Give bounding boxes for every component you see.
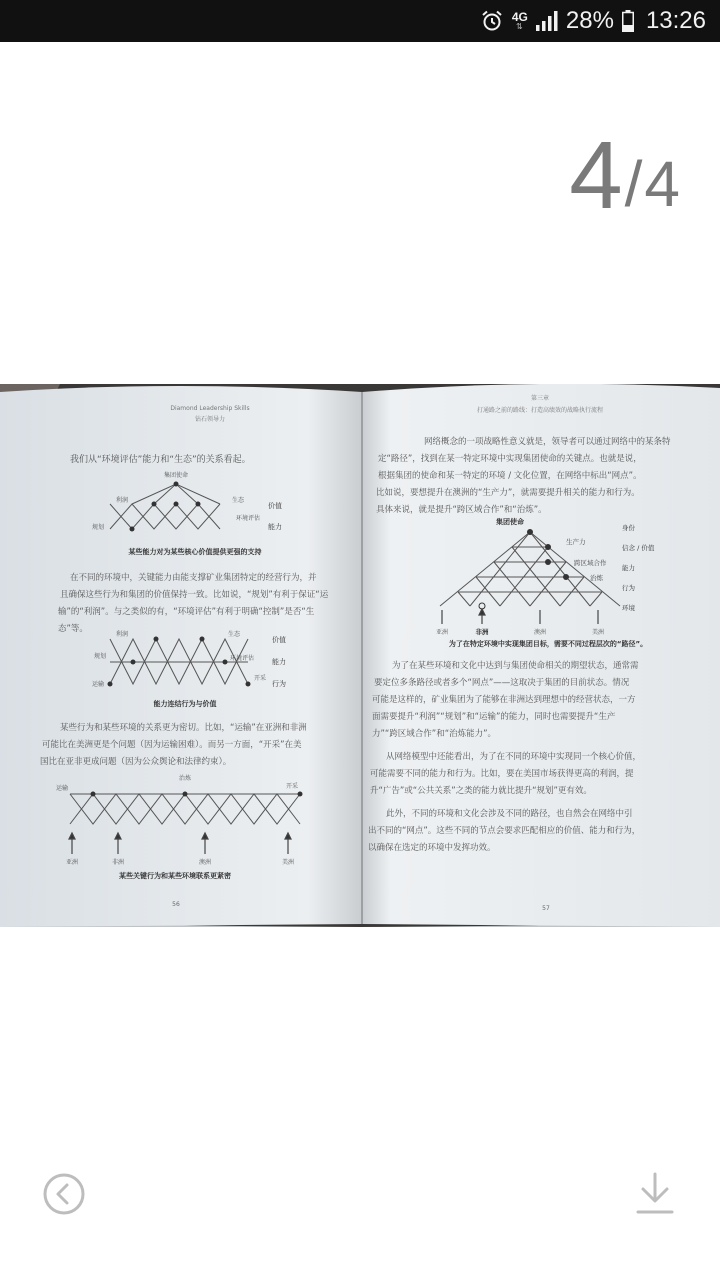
fig1-label-profit: 利润 [115, 497, 128, 504]
right-fig-label-belief: 信念 / 价值 [622, 544, 655, 552]
data-arrows-icon: ⇅ [516, 22, 524, 31]
fig2-label-behavior: 行为 [272, 680, 286, 688]
right-header-title: 打通路之前的路线：打造高绩效的战略执行流程 [476, 407, 604, 414]
figure-2-caption: 能力连结行为与价值 [153, 700, 217, 708]
right-fig-label-asia: 亚洲 [435, 629, 449, 636]
right-para3-line: 升“广告”或“公共关系”之类的能力就比提升“规划”更有效。 [370, 786, 592, 796]
right-fig-label-identity: 身份 [622, 524, 635, 532]
right-para1-line: 比如说，要想提升在澳洲的“生产力”，就需要提升相关的能力和行为。 [376, 488, 640, 498]
fig2-label-value: 价值 [272, 636, 286, 644]
right-para1-line: 根据集团的使命和某一特定的环境 / 文化位置，在网络中标出“网点”。 [378, 471, 642, 481]
right-fig-label-cross-region: 跨区域合作 [574, 559, 607, 567]
fig3-label-oceania: 澳洲 [198, 859, 212, 866]
book-photo[interactable] [0, 384, 720, 927]
right-fig-label-mission: 集团使命 [496, 518, 524, 526]
back-button[interactable] [42, 1172, 86, 1216]
network-type: 4G [511, 10, 528, 24]
fig2-label-transport: 运输 [91, 681, 104, 688]
download-button[interactable] [632, 1170, 678, 1216]
signal-icon [536, 11, 558, 31]
left-header-en: Diamond Leadership Skills [170, 405, 250, 412]
fig2-label-mining: 开采 [254, 675, 267, 682]
download-icon [632, 1170, 678, 1216]
right-para2-line: 力”“跨区域合作”和“治炼能力”。 [372, 729, 497, 739]
right-para2-line: 为了在某些环境和文化中达到与集团使命相关的期望状态，通常需 [392, 661, 639, 671]
left-para1-line: 输”的“利润”。与之类似的有，“环境评估”有利于明确“控制”是否“生 [58, 607, 315, 617]
right-para2-line: 可能是这样的，矿业集团为了能够在非洲达到理想中的经营状态，一方 [372, 695, 636, 705]
alarm-icon [480, 9, 504, 33]
fig1-label-ecology: 生态 [232, 497, 245, 504]
right-para4-line: 此外，不同的环境和文化会涉及不同的路径，也自然会在网络中引 [386, 809, 633, 819]
right-fig-label-behavior: 行为 [622, 584, 635, 592]
page-counter [569, 122, 680, 229]
fig3-label-smelting: 治炼 [178, 775, 192, 782]
left-page-number: 56 [172, 901, 180, 908]
right-para1-line: 定“路径”，找到在某一特定环境中实现集团使命的关键点。也就是说， [378, 454, 642, 464]
total-page-count: 4 [644, 148, 680, 220]
left-para1-line: 在不同的环境中，关键能力由能支撑矿业集团特定的经营行为，并 [70, 573, 317, 583]
left-para2-line: 某些行为和某些环境的关系更为密切。比如，“运输”在亚洲和非洲 [60, 723, 307, 733]
fig3-label-africa: 非洲 [111, 859, 125, 866]
right-para1-line: 网络概念的一项战略性意义就是，领导者可以通过网络中的某条特 [424, 437, 671, 447]
fig1-label-planning: 规划 [91, 524, 104, 531]
left-page [0, 386, 362, 927]
status-icons [480, 0, 706, 42]
right-fig-label-smelting: 治炼 [590, 574, 603, 582]
fig2-label-ecology: 生态 [228, 631, 241, 638]
figure-1-caption: 某些能力对为某些核心价值提供更强的支持 [128, 548, 262, 556]
fig2-label-planning: 规划 [93, 653, 106, 660]
network-indicator [512, 11, 528, 31]
right-para2-line: 面需要提升“利润”“规划”和“运输”的能力，同时也需要提升“生产 [372, 712, 616, 722]
page-separator: / [624, 148, 643, 220]
right-fig-label-ability: 能力 [622, 564, 635, 572]
right-fig-label-productivity: 生产力 [566, 538, 586, 546]
battery-icon [622, 10, 634, 32]
right-header-chapter: 第三章 [530, 395, 550, 402]
right-fig-label-oceania: 澳洲 [533, 629, 547, 636]
fig2-label-ability: 能力 [272, 658, 286, 666]
right-para4-line: 以确保在选定的环境中发挥功效。 [368, 843, 496, 853]
current-page-number: 4 [569, 122, 623, 229]
fig1-label-value: 价值 [268, 502, 282, 510]
fig3-label-asia: 亚洲 [65, 859, 79, 866]
left-para1-line: 且确保这些行为和集团的价值保持一致。比如说，“规划”有利于保证“运 [60, 590, 329, 600]
right-figure-caption: 为了在特定环境中实现集团目标，需要不同过程层次的“路径”。 [448, 640, 648, 648]
right-para1-line: 具体来说，就是提升“跨区域合作”和“治炼”。 [376, 505, 547, 515]
fig2-label-profit: 利润 [115, 631, 128, 638]
fig3-label-america: 美洲 [281, 859, 295, 866]
left-intro-line: 我们从“环境评估”能力和“生态”的关系看起。 [70, 455, 251, 465]
left-para2-line: 国比在亚非更成问题（因为公众舆论和法律约束）。 [40, 757, 232, 767]
fig3-label-transport: 运输 [55, 785, 68, 792]
fig1-label-ability: 能力 [268, 523, 282, 531]
left-para1-line: 态”等。 [58, 624, 88, 634]
right-fig-label-america: 美洲 [591, 629, 605, 636]
right-para3-line: 可能需要不同的能力和行为。比如，要在美国市场获得更高的利润，提 [370, 769, 634, 779]
left-para2-line: 可能比在美洲更是个问题（因为运输困难）。而另一方面，“开采”在美 [42, 740, 302, 750]
right-page-number: 57 [542, 905, 550, 912]
clock: 13:26 [645, 7, 706, 34]
figure-3-caption: 某些关键行为和某些环境联系更紧密 [119, 872, 231, 880]
fig2-label-env-assessment: 环境评估 [230, 655, 255, 662]
status-bar [0, 0, 720, 42]
right-fig-label-africa: 非洲 [475, 628, 489, 636]
fig3-label-mining: 开采 [286, 783, 299, 790]
battery-percent: 28% [565, 7, 614, 34]
right-para4-line: 出不同的“网点”。这些不同的节点会要求匹配相应的价值、能力和行为， [368, 826, 641, 836]
fig1-label-env-assessment: 环境评估 [236, 515, 261, 522]
right-fig-label-environment: 环境 [622, 604, 635, 612]
back-icon [42, 1172, 86, 1216]
right-para3-line: 从网络模型中还能看出，为了在不同的环境中实现同一个核心价值， [386, 752, 642, 762]
fig1-label-mission: 集团使命 [163, 472, 189, 479]
right-para2-line: 要定位多条路径或者多个“网点”——这取决于集团的目前状态。情况 [374, 678, 630, 688]
left-header-cn: 钻石领导力 [194, 416, 226, 423]
